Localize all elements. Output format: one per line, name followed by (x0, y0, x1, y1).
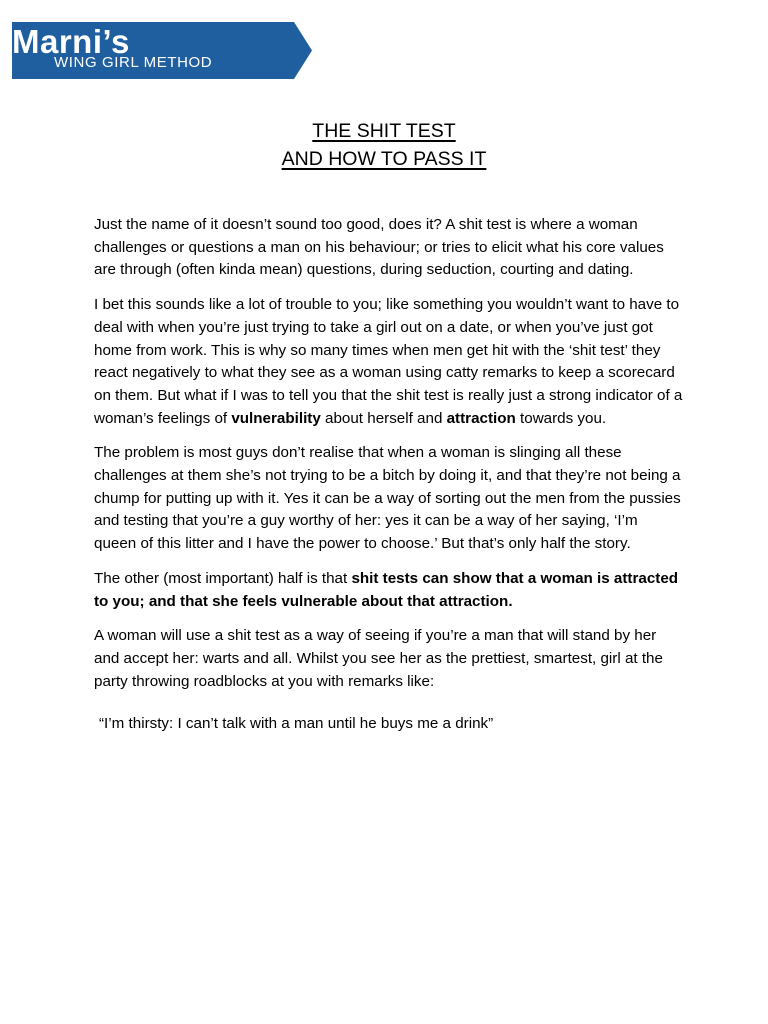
emphasis-attraction: attraction (446, 409, 516, 427)
logo-subtitle: WING GIRL METHOD (54, 54, 213, 71)
quote: “I’m thirsty: I can’t talk with a man until he buys me a drink” (99, 715, 494, 733)
title-line-2: AND HOW TO PASS IT (281, 148, 487, 170)
paragraph-4-text-a: The other (most important) half is that (94, 569, 352, 587)
paragraph-1: Just the name of it doesn’t sound too good, does it? A shit test is where a woman challenges or questions a man on his behaviour; or tries to elicit what his core values are through (often kinda mean) questions, during seduction, courting and dating. (94, 216, 664, 279)
emphasis-vulnerability: vulnerability (231, 409, 321, 427)
paragraph-2-text-c: towards you. (515, 409, 607, 427)
paragraph-3: The problem is most guys don’t realise that when a woman is slinging all these challenges at them she’s not trying to be a bitch by doing it, and that they’re not being a chump for putting up with it. Yes it can be a way of sorting out the men from the pussies and testing that you’re a guy worthy of her: yes it can be a way of her saying, ‘I’m queen of this litter and I have the power to choose.’ But that’s only half the story. (94, 444, 681, 553)
paragraph-2-text-a: I bet this sounds like a lot of trouble to you; like something you wouldn’t want to have to deal with when you’re just trying to take a girl out on a date, or when you’ve just got home from work. This is why so many times when men get hit with the ‘shit test’ they react negatively to what they see as a woman using catty remarks to keep a scorecard on them. But what if I was to tell you that the shit test is really just a strong indicator of a woman’s feelings of (94, 296, 683, 427)
paragraph-2 (94, 294, 684, 430)
document-body (94, 214, 684, 748)
title-line-1: THE SHIT TEST (312, 120, 456, 142)
paragraph-2-text-b: about herself and (320, 409, 447, 427)
paragraph-5: A woman will use a shit test as a way of seeing if you’re a man that will stand by her and accept her: warts and all. Whilst you see her as the prettiest, smartest, girl at the party throwing roadblocks at you with remarks like: (94, 627, 663, 690)
paragraph-4 (94, 568, 684, 613)
document-title (0, 117, 768, 173)
logo-title: Marni’s (12, 23, 130, 60)
brand-logo-banner (12, 22, 312, 79)
paragraph-4-emphasis: shit tests can show that a woman is attracted to you; and that she feels vulnerable about that attraction. (94, 569, 679, 610)
